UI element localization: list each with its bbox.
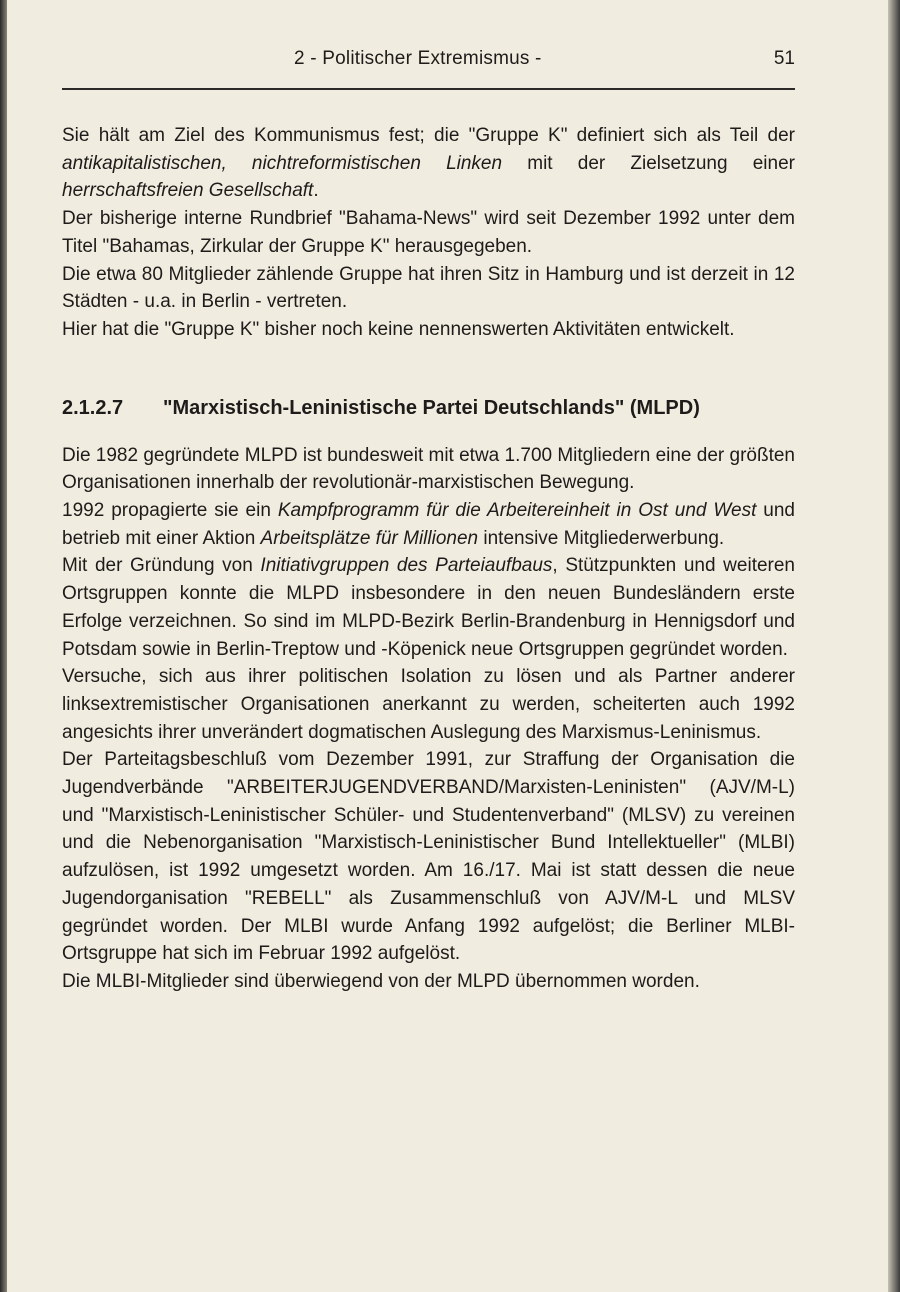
page-body — [62, 122, 795, 996]
paragraph: Sie hält am Ziel des Kommunismus fest; die "Gruppe K" definiert sich als Teil der antikapitalistischen, nichtreformistischen Linken mit der Zielsetzung einer herrschaftsfreien Gesellschaft. — [62, 125, 795, 202]
page-number: 51 — [773, 48, 795, 69]
section-heading — [62, 394, 795, 422]
section-number: 2.1.2.7 — [62, 396, 124, 419]
paragraph: Mit der Gründung von Initiativgruppen des Parteiaufbaus, Stützpunkten und weiteren Ortsgruppen konnte die MLPD insbesondere in den neuen Bundesländern erste Erfolge verzeichnen. So sind im MLPD-Bezirk Berlin-Brandenburg in Hennigsdorf und Potsdam sowie in Berlin-Treptow und -Köpenick neue Ortsgruppen gegründet worden. — [62, 555, 795, 660]
paragraph: Die MLBI-Mitglieder sind überwiegend von der MLPD übernommen worden. — [62, 970, 700, 992]
paragraph: Die etwa 80 Mitglieder zählende Gruppe hat ihren Sitz in Hamburg und ist derzeit in 12 Städten - u.a. in Berlin - vertreten. — [62, 263, 795, 313]
page-edge-right — [888, 0, 900, 1292]
paragraph: 1992 propagierte sie ein Kampfprogramm für die Arbeitereinheit in Ost und West und betrieb mit einer Aktion Arbeitsplätze für Millionen intensive Mitgliederwerbung. — [62, 500, 795, 549]
header-title: 2 - Politischer Extremismus - — [294, 48, 542, 69]
paragraph: Die 1982 gegründete MLPD ist bundesweit mit etwa 1.700 Mitgliedern eine der größten Organisationen innerhalb der revolutionär-marxistischen Bewegung. — [62, 444, 795, 494]
page-header — [62, 46, 795, 76]
paragraph: Hier hat die "Gruppe K" bisher noch keine nennenswerten Aktivitäten entwickelt. — [62, 318, 735, 340]
paragraph: Versuche, sich aus ihrer politischen Isolation zu lösen und als Partner anderer linksextremistischer Organisationen anerkannt zu werden, scheiterten auch 1992 angesichts ihrer unverändert dogmatischen Auslegung des Marxismus-Leninismus. — [62, 666, 795, 743]
header-rule — [62, 88, 795, 90]
paragraph: Der bisherige interne Rundbrief "Bahama-News" wird seit Dezember 1992 unter dem Titel "Bahamas, Zirkular der Gruppe K" herausgegeben. — [62, 208, 795, 257]
section-title: "Marxistisch-Leninistische Partei Deutschlands" (MLPD) — [163, 396, 700, 419]
paragraph: Der Parteitagsbeschluß vom Dezember 1991, zur Straffung der Organisation die Jugendverbände "ARBEITERJUGENDVERBAND/Marxisten-Leninisten" (AJV/M-L) und "Marxistisch-Leninistischer Schüler- und Studentenverband" (MLSV) zu vereinen und die Nebenorganisation "Marxistisch-Leninistischer Bund Intellektueller" (MLBI) aufzulösen, ist 1992 umgesetzt worden. Am 16./17. Mai ist statt dessen die neue Jugendorganisation "REBELL" als Zusammenschluß von AJV/M-L und MLSV gegründet worden. Der MLBI wurde Anfang 1992 aufgelöst; die Berliner MLBI-Ortsgruppe hat sich im Februar 1992 aufgelöst. — [62, 749, 795, 965]
page-edge-left — [0, 0, 7, 1292]
